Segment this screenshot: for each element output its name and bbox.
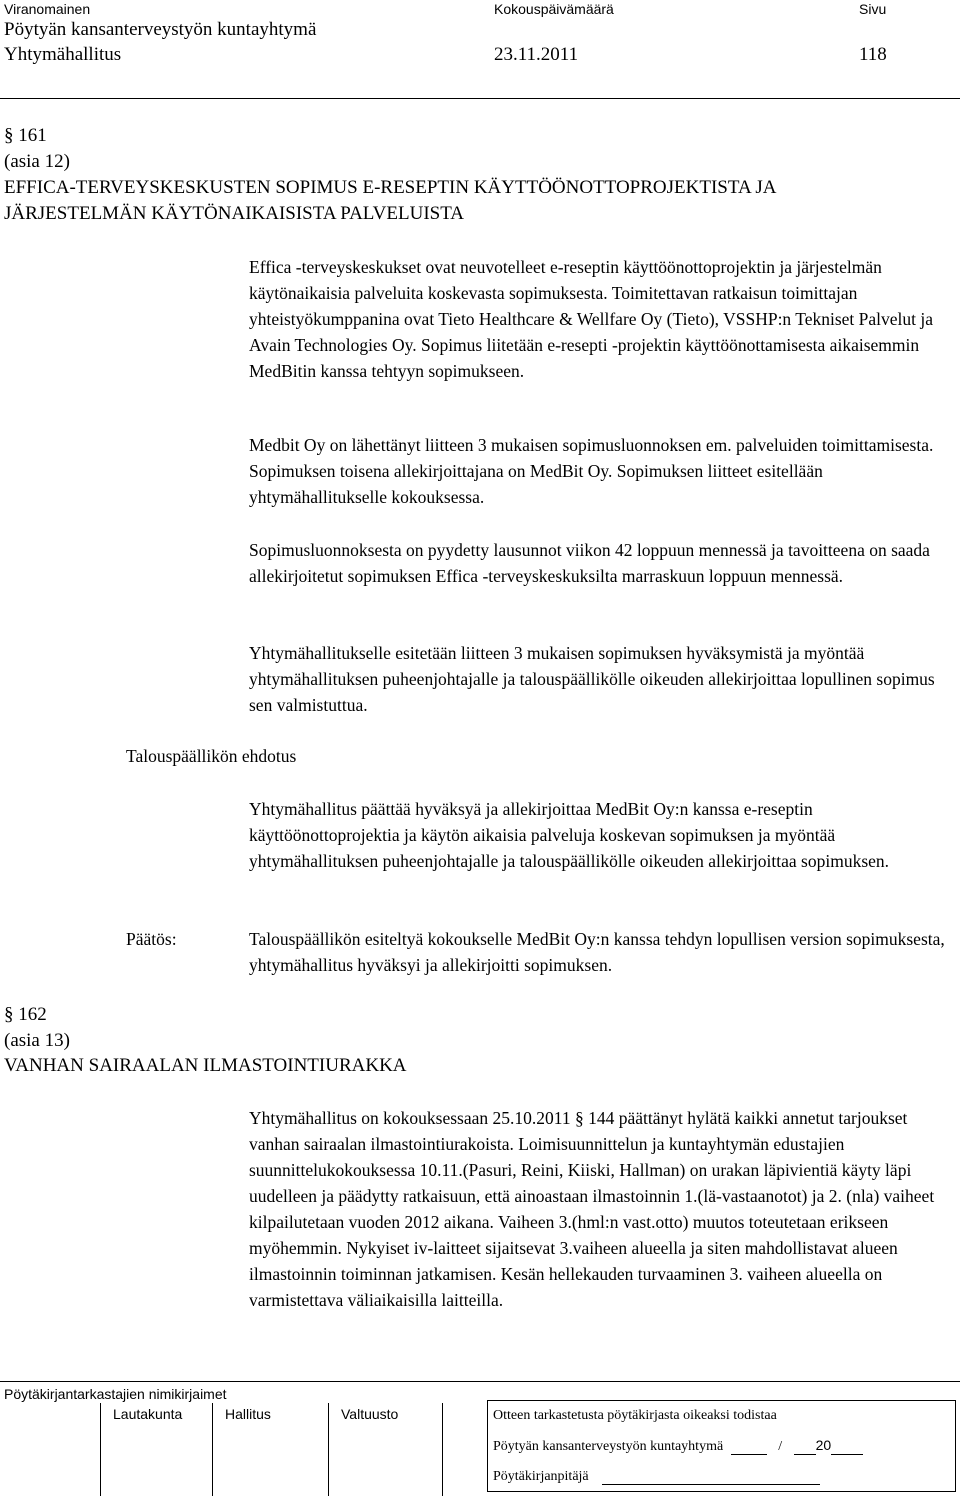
footer-initials-label: Pöytäkirjantarkastajien nimikirjaimet [4,1386,227,1402]
header-page-label: Sivu [859,1,887,17]
header-authority-label: Viranomainen [4,1,91,17]
footer-blank-line [794,1440,816,1455]
footer-column-line [212,1403,213,1496]
section-161-title-line1: EFFICA-TERVEYSKESKUSTEN SOPIMUS E-RESEPTIN KÄYTTÖÖNOTTOPROJEKTISTA JA [4,177,777,198]
footer-signature-line [602,1470,820,1485]
proposal-text: Yhtymähallitus päättää hyväksyä ja allekirjoittaa MedBit Oy:n kanssa e-reseptin käyttöönottoprojektia ja käytön aikaisia palveluja koskevan sopimuksen ja myöntää yhtymähallituksen puheenjohtajalle ja talouspäällikölle oikeuden allekirjoittaa sopimuksen. [249,799,890,871]
header-date-label: Kokouspäivämäärä [494,1,614,17]
footer-organization [493,1437,863,1455]
section-162-number: § 162 [4,1004,47,1025]
footer-keeper-label: Pöytäkirjanpitäjä [493,1469,589,1484]
footer-year: 20 [815,1437,832,1453]
footer-divider [0,1381,960,1382]
section-161-number: § 161 [4,125,47,146]
decision-text: Talouspäällikön esiteltyä kokoukselle MedBit Oy:n kanssa tehdyn lopullisen version sopimuksesta, yhtymähallitus hyväksyi ja allekirjoitti sopimuksen. [249,929,945,975]
header-body: Yhtymähallitus [4,44,122,65]
section-161-title-line2: JÄRJESTELMÄN KÄYTÖNAIKAISISTA PALVELUISTA [4,203,465,224]
section-162-asia: (asia 13) [4,1030,70,1051]
section-161-paragraph-1: Effica -terveyskeskukset ovat neuvotelleet e-reseptin käyttöönottoprojektin ja järjestelmän käytönaikaisia palveluita koskevasta sopimuksesta. Toimitettavan ratkaisun toimittajan yhteistyökumppanina ovat Tieto Healthcare & Wellfare Oy (Tieto), VSSHP:n Tekniset Palvelut ja Avain Technologies Oy. Sopimus liitetään e-resepti -projektin käyttöönottamisesta aikaisemmin MedBitin kanssa tehtyyn sopimukseen. [249,257,934,381]
footer-column-line [442,1403,443,1496]
header-meeting-date: 23.11.2011 [494,44,579,65]
section-162-title: VANHAN SAIRAALAN ILMASTOINTIURAKKA [4,1055,407,1076]
footer-slash: / [778,1439,783,1454]
header-organization: Pöytyän kansanterveystyön kuntayhtymä [4,19,317,40]
footer-blank-line [731,1440,767,1455]
proposal-label: Talouspäällikön ehdotus [126,746,297,766]
decision-label: Päätös: [126,929,177,949]
header-page-number: 118 [859,44,887,65]
footer-keeper [493,1469,820,1485]
footer-valtuusto: Valtuusto [341,1406,399,1422]
section-161-paragraph-4: Yhtymähallitukselle esitetään liitteen 3 mukaisen sopimuksen hyväksymistä ja myöntää yhtymähallituksen puheenjohtajalle ja talouspäällikölle oikeuden allekirjoittaa lopullinen sopimus sen valmistuttua. [249,643,935,715]
footer-column-line [100,1403,101,1496]
section-162-paragraph-1: Yhtymähallitus on kokouksessaan 25.10.2011 § 144 päättänyt hylätä kaikki annetut tarjoukset vanhan sairaalan ilmastointiurakoista. Loimisuunnittelun ja kuntayhtymän edustajien suunnittelukokouksessa 10.11.(Pasuri, Reini, Kiiski, Hallman) on urakan läpivientiä käyty läpi uudelleen ja päädytty ratkaisuun, että ainoastaan ilmastoinnin 1.(lä-vastaanotot) ja 2. (nla) vaiheet kilpailutetaan vuoden 2012 aikana. Vaiheen 3.(hml:n vast.otto) muutos toteutetaan erikseen myöhemmin. Nykyiset iv-laitteet sijaitsevat 3.vaiheen alueella ja siten mahdollistavat alueen ilmastoinnin toiminnan jatkamisen. Kesän hellekauden turvaaminen 3. vaiheen alueella on varmistettava väliaikaisilla laitteilla. [249,1108,935,1310]
footer-hallitus: Hallitus [225,1406,271,1422]
section-161-paragraph-2: Medbit Oy on lähettänyt liitteen 3 mukaisen sopimusluonnoksen em. palveluiden toimittamisesta. Sopimuksen toisena allekirjoittajana on MedBit Oy. Sopimuksen liitteet esitellään yhtymähallitukselle kokouksessa. [249,435,934,507]
footer-organization-name: Pöytyän kansanterveystyön kuntayhtymä [493,1439,724,1454]
section-161-asia: (asia 12) [4,151,70,172]
footer-column-line [328,1403,329,1496]
footer-blank-line [831,1440,863,1455]
footer-lautakunta: Lautakunta [113,1406,183,1422]
section-161-paragraph-3: Sopimusluonnoksesta on pyydetty lausunnot viikon 42 loppuun mennessä ja tavoitteena on saada allekirjoitetut sopimuksen Effica -terveyskeskuksilta marraskuun loppuun mennessä. [249,540,930,586]
header-divider [0,98,960,99]
footer-certify-text: Otteen tarkastetusta pöytäkirjasta oikeaksi todistaa [493,1408,777,1423]
